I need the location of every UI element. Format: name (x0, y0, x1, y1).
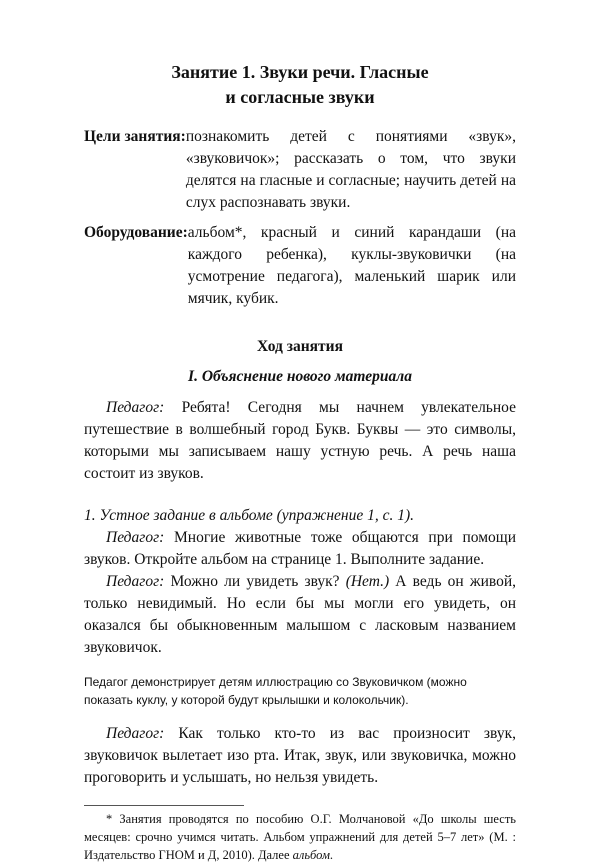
paragraph-4-text: Как только кто-то из вас произносит звук, звуковичок вылетает изо рта. Итак, звук, или звуковичка, можно проговорить и услышать, но нельзя увидеть. (84, 725, 516, 786)
paragraph-1-text: Ребята! Сегодня мы начнем увлекательное путешествие в волшебный город Букв. Буквы — это символы, которыми мы записываем нашу устную речь. А речь наша состоит из звуков. (84, 399, 516, 482)
lesson-meta (84, 126, 516, 310)
task-1: 1. Устное задание в альбоме (упражнение 1, с. 1). (84, 507, 415, 524)
goals-text: познакомить детей с понятиями «звук», «звуковичок»; рассказать о том, что звуки делятся на гласные и согласные; научить детей на слух распознавать звуки. (185, 128, 516, 211)
paragraph-3-text-a: Можно ли увидеть звук? (164, 573, 346, 590)
answer-text: (Нет.) (345, 573, 390, 590)
equipment-label: Оборудование: (84, 224, 188, 241)
goals-row (84, 126, 516, 214)
speaker-label: Педагог: (106, 725, 165, 742)
title-line-2: и согласные звуки (225, 87, 375, 107)
title-line-1: Занятие 1. Звуки речи. Гласные (171, 62, 429, 82)
section-heading: I. Объяснение нового материала (188, 368, 412, 385)
course-heading: Ход занятия (257, 338, 343, 355)
page (84, 60, 516, 864)
paragraph-2-text: Многие животные тоже общаются при помощи звуков. Откройте альбом на странице 1. Выполните задание. (84, 529, 516, 568)
footnote-text: * Занятия проводятся по пособию О.Г. Молчановой «До школы шесть месяцев: срочно учимся читать. Альбом упражнений для детей 5–7 лет» (М. : Издательство ГНОМ и Д, 2010). Далее (84, 812, 516, 862)
paragraph-4 (84, 723, 516, 789)
footnote-divider (84, 805, 244, 806)
teacher-note: Педагог демонстрирует детям иллюстрацию со Звуковичком (можно показать куклу, у которой будут крылышки и колокольчик). (84, 675, 467, 707)
footnote (84, 810, 516, 864)
footnote-italic-word: альбом (292, 848, 330, 862)
paragraph-1 (84, 397, 516, 485)
paragraph-2 (84, 527, 516, 571)
speaker-label: Педагог: (106, 399, 165, 416)
equipment-row (84, 222, 516, 310)
paragraph-3-text-b: А ведь он живой, только невидимый. Но если бы мы могли его увидеть, он оказался бы обыкновенным малышом с ласковым названием звуковичок. (84, 573, 517, 656)
goals-label: Цели занятия: (84, 128, 186, 145)
equipment-text: альбом*, красный и синий карандаши (на каждого ребенка), куклы-звуковички (на усмотрение педагога), маленький шарик или мячик, кубик. (187, 224, 516, 307)
speaker-label: Педагог: (106, 573, 165, 590)
paragraph-3 (84, 571, 516, 659)
footnote-end: . (329, 848, 334, 862)
lesson-title (84, 60, 516, 110)
speaker-label: Педагог: (106, 529, 165, 546)
